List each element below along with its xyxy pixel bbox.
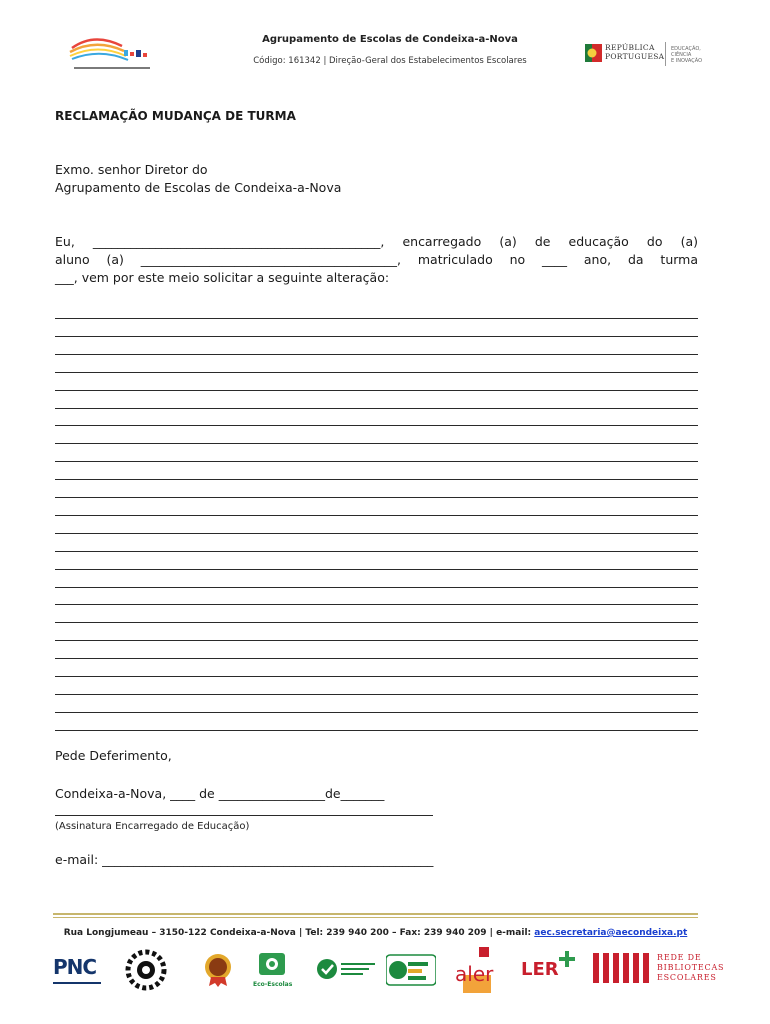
- writing-line[interactable]: [55, 461, 698, 462]
- seal-logo: [315, 957, 377, 981]
- footer-rule: [53, 913, 698, 915]
- writing-line[interactable]: [55, 497, 698, 498]
- escola-saudavel-logo: [386, 953, 436, 987]
- writing-line[interactable]: [55, 390, 698, 391]
- writing-line[interactable]: [55, 318, 698, 319]
- writing-line[interactable]: [55, 694, 698, 695]
- pnc-label: PNC: [53, 955, 97, 979]
- rbe-emblem-icon: [593, 951, 653, 985]
- class-line[interactable]: ___, vem por este meio solicitar a seguinte alteração:: [55, 270, 390, 285]
- request-paragraph: [55, 233, 698, 287]
- writing-line[interactable]: [55, 336, 698, 337]
- writing-line[interactable]: [55, 730, 698, 731]
- writing-line[interactable]: [55, 569, 698, 570]
- eco-escolas-label: Eco-Escolas: [253, 981, 293, 988]
- writing-line[interactable]: [55, 425, 698, 426]
- writing-line[interactable]: [55, 533, 698, 534]
- writing-line[interactable]: [55, 479, 698, 480]
- signature-line[interactable]: [55, 815, 433, 816]
- writing-line[interactable]: [55, 354, 698, 355]
- closing: Pede Deferimento,: [55, 748, 172, 763]
- republica-portuguesa-logo: [585, 42, 715, 70]
- guardian-name-line[interactable]: Eu, ______________________________________________, encarregado (a) de educação do (a): [55, 234, 698, 249]
- republic-line1: REPÚBLICA: [605, 43, 655, 52]
- partner-logos: [53, 945, 733, 995]
- rbe-line1: REDE DE: [657, 953, 702, 962]
- eco-flag-icon: [253, 951, 293, 977]
- footer-rule: [53, 917, 698, 918]
- aler-label: aler: [455, 962, 494, 986]
- pnc-logo: [53, 955, 105, 985]
- writing-line[interactable]: [55, 443, 698, 444]
- writing-line[interactable]: [55, 640, 698, 641]
- rbe-line2: BIBLIOTECAS: [657, 963, 725, 972]
- ministry-line1: EDUCAÇÃO, CIÊNCIA: [671, 46, 701, 58]
- student-name-line[interactable]: aluno (a) _________________________________________, matriculado no ____ ano, da turma: [55, 252, 698, 267]
- logo-divider: [665, 42, 666, 66]
- ler-label: LER: [521, 959, 559, 980]
- eco-escolas-logo: [253, 951, 293, 987]
- ministry-line2: E INOVAÇÃO: [671, 58, 703, 64]
- writing-line[interactable]: [55, 658, 698, 659]
- writing-line[interactable]: [55, 676, 698, 677]
- salutation-line: Agrupamento de Escolas de Condeixa-a-Nova: [55, 180, 342, 195]
- writing-line[interactable]: [55, 372, 698, 373]
- school-name: Agrupamento de Escolas de Condeixa-a-Nova: [262, 34, 518, 45]
- date-line[interactable]: Condeixa-a-Nova, ____ de _________________de_______: [55, 786, 385, 801]
- footer-address: Rua Longjumeau – 3150-122 Condeixa-a-Nova | Tel: 239 940 200 – Fax: 239 940 209 | e-mail:: [63, 928, 535, 938]
- reason-writing-area[interactable]: [55, 318, 698, 748]
- rbe-logo: [593, 951, 733, 989]
- writing-line[interactable]: [55, 587, 698, 588]
- signature-label: (Assinatura Encarregado de Educação): [55, 821, 250, 832]
- award-seal-icon: [203, 951, 233, 987]
- writing-line[interactable]: [55, 551, 698, 552]
- salutation: [55, 161, 341, 197]
- school-logo: [64, 30, 160, 76]
- gear-logo: [123, 948, 169, 992]
- republic-line2: PORTUGUESA: [605, 52, 665, 61]
- republic-emblem-icon: [585, 42, 603, 64]
- writing-line[interactable]: [55, 712, 698, 713]
- writing-line[interactable]: [55, 515, 698, 516]
- plus-icon: [557, 949, 577, 969]
- writing-line[interactable]: [55, 622, 698, 623]
- ler-logo: [521, 949, 581, 993]
- school-code-line: Código: 161342 | Direção-Geral dos Estabelecimentos Escolares: [253, 56, 527, 66]
- email-field-line[interactable]: e-mail: _____________________________________________________: [55, 852, 434, 867]
- writing-line[interactable]: [55, 604, 698, 605]
- footer-contact: [53, 928, 698, 938]
- pnc-underline: [53, 982, 101, 984]
- document-title: RECLAMAÇÃO MUDANÇA DE TURMA: [55, 109, 296, 123]
- aler-logo: [453, 947, 495, 993]
- rbe-line3: ESCOLARES: [657, 973, 717, 982]
- writing-line[interactable]: [55, 408, 698, 409]
- footer-email-link[interactable]: aec.secretaria@aecondeixa.pt: [534, 928, 688, 938]
- salutation-line: Exmo. senhor Diretor do: [55, 162, 208, 177]
